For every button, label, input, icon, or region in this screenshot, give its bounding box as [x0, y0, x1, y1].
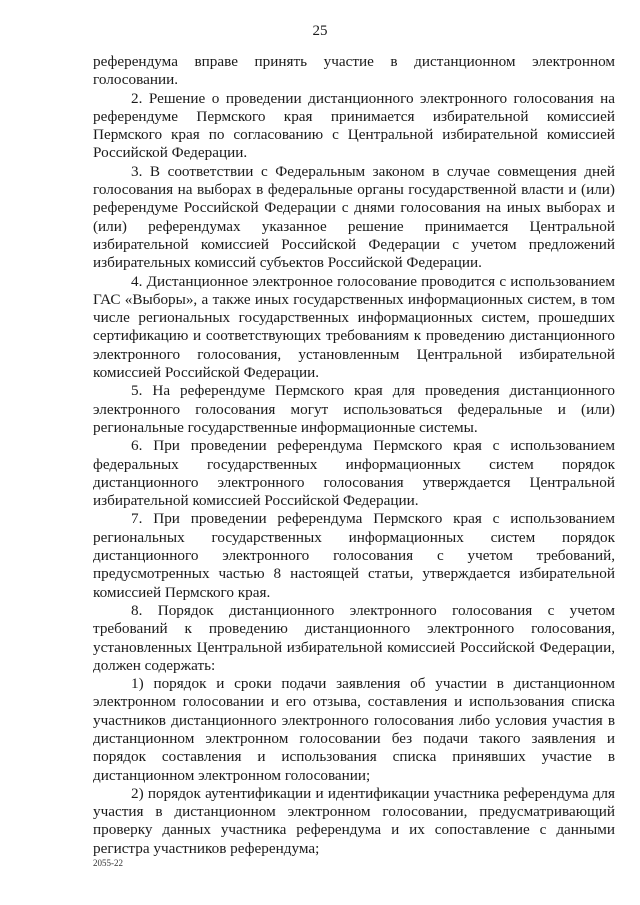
- paragraph-item-3: 3. В соответствии с Федеральным законом в случае совмещения дней голосования на выборах в федеральные органы государственной власти и (или) референдуме Российской Федерации с днями голосования на иных выборах и (или) референдумах указанное решение принимается Центральной избирательной комиссией Российской Федерации с учетом предложений избирательных комиссий субъектов Российской Федерации.: [93, 162, 615, 272]
- document-body: [93, 53, 615, 858]
- paragraph-subitem-2: 2) порядок аутентификации и идентификации участника референдума для участия в дистанционном электронном голосовании, предусматривающий проверку данных участника референдума и их сопоставление с данными регистра участников референдума;: [93, 784, 615, 857]
- paragraph-subitem-1: 1) порядок и сроки подачи заявления об участии в дистанционном электронном голосовании и его отзыва, составления и использования списка участников дистанционного электронного голосования либо условия участия в дистанционном электронном голосовании без подачи такого заявления и порядок составления и использования списка принявших участие в дистанционном электронном голосовании;: [93, 675, 615, 784]
- paragraph-continuation: референдума вправе принять участие в дистанционном электронном голосовании.: [93, 53, 615, 89]
- paragraph-item-4: 4. Дистанционное электронное голосование проводится с использованием ГАС «Выборы», а также иных государственных информационных систем, в том числе региональных государственных информационных систем, прошедших сертификацию и соответствующих требованиям к проведению дистанционного электронного голосования, установленным Центральной избирательной комиссией Российской Федерации.: [93, 272, 615, 382]
- paragraph-item-7: 7. При проведении референдума Пермского края с использованием региональных государственных информационных систем порядок дистанционного электронного голосования с учетом требований, предусмотренных частью 8 настоящей статьи, утверждается избирательной комиссией Пермского края.: [93, 510, 615, 601]
- document-code: 2055-22: [93, 858, 123, 868]
- page-number: 25: [312, 23, 328, 39]
- paragraph-item-8: 8. Порядок дистанционного электронного голосования с учетом требований к проведению дистанционного электронного голосования, установленных Центральной избирательной комиссией Российской Федерации, должен содержать:: [93, 601, 615, 674]
- paragraph-item-2: 2. Решение о проведении дистанционного электронного голосования на референдуме Пермского края принимается избирательной комиссией Пермского края по согласованию с Центральной избирательной комиссией Российской Федерации.: [93, 89, 615, 162]
- paragraph-item-5: 5. На референдуме Пермского края для проведения дистанционного электронного голосования могут использоваться федеральные и (или) региональные государственные информационные системы.: [93, 382, 615, 436]
- paragraph-item-6: 6. При проведении референдума Пермского края с использованием федеральных государственных информационных систем порядок дистанционного электронного голосования утверждается Центральной избирательной комиссией Российской Федерации.: [93, 437, 615, 510]
